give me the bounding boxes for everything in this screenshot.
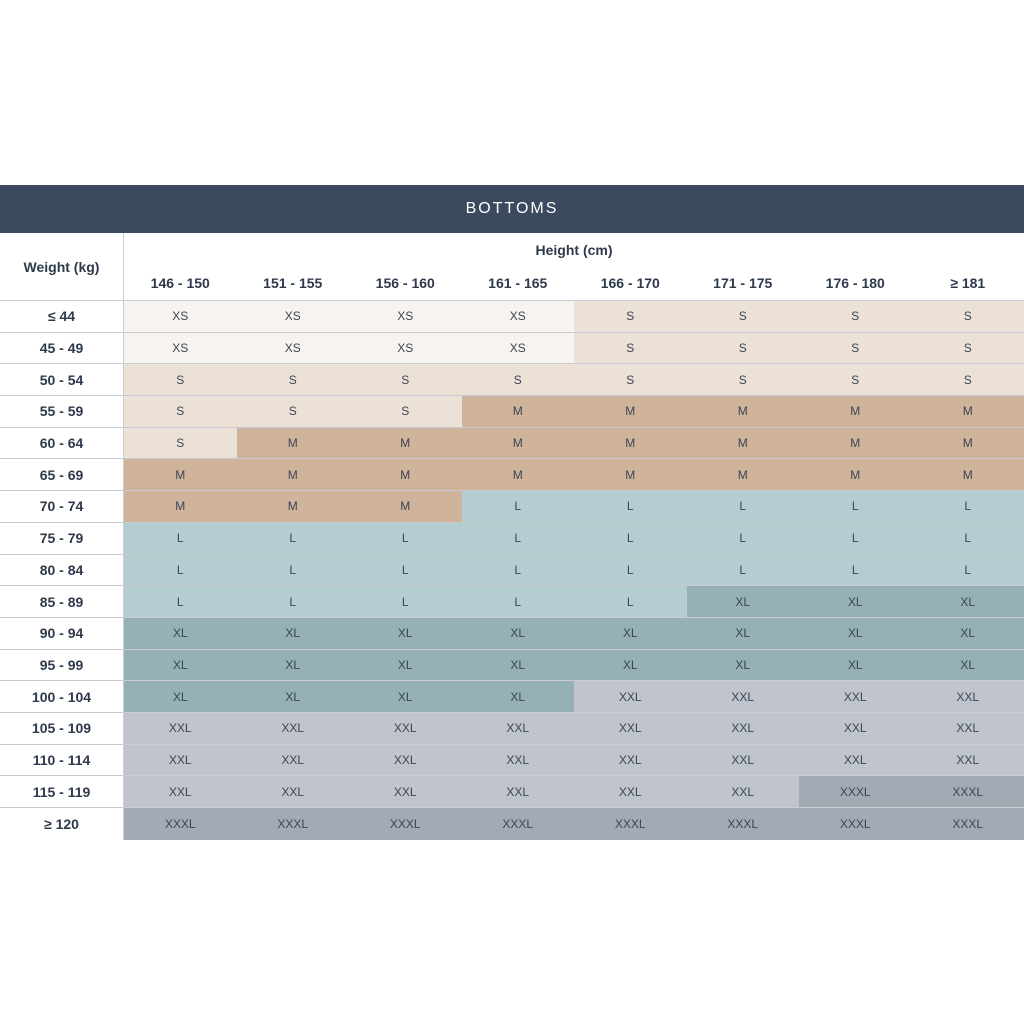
size-cell: XXL <box>574 745 687 776</box>
size-cell: L <box>462 523 575 554</box>
size-cell: XXL <box>687 776 800 807</box>
size-cell: XXL <box>237 745 350 776</box>
size-cell: M <box>237 491 350 522</box>
table-row <box>0 301 1024 333</box>
size-cell: XXL <box>687 681 800 712</box>
size-cell: M <box>124 491 237 522</box>
table-row <box>0 396 1024 428</box>
weight-row-label: 90 - 94 <box>0 618 124 649</box>
table-row <box>0 333 1024 365</box>
size-cell: XXXL <box>462 808 575 840</box>
size-cell: M <box>237 459 350 490</box>
title-banner <box>0 185 1024 233</box>
size-cell: L <box>124 586 237 617</box>
size-cell: XXL <box>349 713 462 744</box>
size-cell: L <box>237 523 350 554</box>
size-cell: XL <box>799 618 912 649</box>
size-cell: M <box>574 396 687 427</box>
size-cell: XXXL <box>912 776 1024 807</box>
size-cell: XXXL <box>349 808 462 840</box>
size-cell: XS <box>124 301 237 332</box>
size-cell: M <box>124 459 237 490</box>
size-cell: M <box>462 396 575 427</box>
size-cell: S <box>799 364 912 395</box>
size-cell: XXL <box>462 776 575 807</box>
weight-row-label: 70 - 74 <box>0 491 124 522</box>
size-cell: XL <box>124 650 237 681</box>
size-cell: L <box>462 491 575 522</box>
size-cell: M <box>574 428 687 459</box>
size-cell: XS <box>462 301 575 332</box>
weight-row-label: 100 - 104 <box>0 681 124 712</box>
size-cell: XL <box>799 650 912 681</box>
size-cell: L <box>574 491 687 522</box>
size-cell: XL <box>462 650 575 681</box>
size-cell: XL <box>799 586 912 617</box>
table-row <box>0 523 1024 555</box>
size-cell: S <box>912 333 1024 364</box>
weight-row-label: ≤ 44 <box>0 301 124 332</box>
size-cell: M <box>687 428 800 459</box>
weight-row-label: 50 - 54 <box>0 364 124 395</box>
size-cell: S <box>912 364 1024 395</box>
size-cell: XL <box>574 618 687 649</box>
weight-row-label: 95 - 99 <box>0 650 124 681</box>
size-cell: M <box>349 428 462 459</box>
size-cell: L <box>799 523 912 554</box>
size-cell: XXL <box>462 713 575 744</box>
weight-row-label: 85 - 89 <box>0 586 124 617</box>
table-row <box>0 491 1024 523</box>
weight-row-label: 115 - 119 <box>0 776 124 807</box>
size-cell: M <box>912 459 1024 490</box>
height-column-header: 171 - 175 <box>713 275 773 291</box>
table-row <box>0 681 1024 713</box>
size-cell: S <box>124 364 237 395</box>
table-row <box>0 586 1024 618</box>
size-cell: XXL <box>574 776 687 807</box>
size-cell: M <box>574 459 687 490</box>
size-cell: L <box>574 586 687 617</box>
size-cell: L <box>799 491 912 522</box>
weight-row-label: 60 - 64 <box>0 428 124 459</box>
size-cell: XXL <box>462 745 575 776</box>
size-cell: S <box>687 333 800 364</box>
size-cell: XXL <box>124 713 237 744</box>
size-cell: XXXL <box>124 808 237 840</box>
height-column-header: 166 - 170 <box>600 275 660 291</box>
size-cell: S <box>462 364 575 395</box>
size-cell: L <box>462 555 575 586</box>
size-cell: XXL <box>687 745 800 776</box>
size-cell: M <box>349 491 462 522</box>
size-cell: XL <box>574 650 687 681</box>
size-grid <box>0 300 1024 840</box>
size-cell: L <box>799 555 912 586</box>
height-column-headers <box>124 266 1024 300</box>
size-cell: XXL <box>574 681 687 712</box>
size-cell: L <box>687 491 800 522</box>
size-cell: XXL <box>574 713 687 744</box>
size-cell: XXL <box>349 776 462 807</box>
size-cell: XXXL <box>799 776 912 807</box>
size-cell: XS <box>237 333 350 364</box>
size-cell: XXXL <box>237 808 350 840</box>
size-cell: M <box>462 428 575 459</box>
table-row <box>0 364 1024 396</box>
size-cell: S <box>912 301 1024 332</box>
size-cell: XS <box>349 333 462 364</box>
size-cell: L <box>124 523 237 554</box>
size-cell: XL <box>687 618 800 649</box>
table-row <box>0 745 1024 777</box>
size-cell: M <box>912 396 1024 427</box>
height-column-header: 156 - 160 <box>375 275 435 291</box>
size-cell: XXL <box>912 745 1024 776</box>
size-cell: M <box>799 396 912 427</box>
weight-row-label: 45 - 49 <box>0 333 124 364</box>
size-cell: L <box>912 555 1024 586</box>
size-cell: M <box>799 459 912 490</box>
table-row <box>0 650 1024 682</box>
size-cell: L <box>687 523 800 554</box>
height-column-header: 176 - 180 <box>825 275 885 291</box>
size-cell: XXL <box>687 713 800 744</box>
table-row <box>0 618 1024 650</box>
height-group-header: Height (cm) <box>535 241 613 258</box>
size-cell: XXXL <box>799 808 912 840</box>
size-cell: XL <box>912 650 1024 681</box>
size-cell: S <box>574 333 687 364</box>
size-cell: XS <box>124 333 237 364</box>
weight-row-label: 75 - 79 <box>0 523 124 554</box>
size-cell: L <box>349 555 462 586</box>
size-cell: XXL <box>237 776 350 807</box>
size-cell: XL <box>349 681 462 712</box>
weight-row-label: 65 - 69 <box>0 459 124 490</box>
height-column-header: 161 - 165 <box>488 275 548 291</box>
table-row <box>0 555 1024 587</box>
table-row <box>0 808 1024 840</box>
table-row <box>0 776 1024 808</box>
size-cell: L <box>574 523 687 554</box>
size-cell: L <box>912 523 1024 554</box>
size-cell: XXL <box>799 681 912 712</box>
size-cell: L <box>237 555 350 586</box>
weight-column-header: Weight (kg) <box>0 233 124 300</box>
size-cell: S <box>237 396 350 427</box>
size-cell: L <box>124 555 237 586</box>
size-cell: XXL <box>912 681 1024 712</box>
size-cell: XL <box>237 650 350 681</box>
height-column-header: 146 - 150 <box>150 275 210 291</box>
size-cell: S <box>349 396 462 427</box>
size-cell: XXL <box>124 776 237 807</box>
size-cell: L <box>349 523 462 554</box>
size-cell: S <box>124 396 237 427</box>
size-cell: XS <box>349 301 462 332</box>
size-cell: XL <box>124 681 237 712</box>
size-cell: L <box>687 555 800 586</box>
size-cell: S <box>237 364 350 395</box>
weight-row-label: 55 - 59 <box>0 396 124 427</box>
size-cell: M <box>237 428 350 459</box>
table-row <box>0 713 1024 745</box>
size-cell: L <box>574 555 687 586</box>
size-cell: S <box>574 364 687 395</box>
weight-row-label: 105 - 109 <box>0 713 124 744</box>
size-cell: XXL <box>124 745 237 776</box>
size-cell: XXXL <box>687 808 800 840</box>
size-cell: XL <box>687 586 800 617</box>
size-cell: S <box>574 301 687 332</box>
table-row <box>0 459 1024 491</box>
size-cell: L <box>462 586 575 617</box>
size-cell: M <box>687 459 800 490</box>
size-cell: XL <box>124 618 237 649</box>
size-cell: M <box>462 459 575 490</box>
size-cell: M <box>799 428 912 459</box>
size-cell: S <box>687 364 800 395</box>
size-cell: S <box>799 301 912 332</box>
size-cell: XXL <box>237 713 350 744</box>
weight-row-label: ≥ 120 <box>0 808 124 840</box>
size-cell: XXXL <box>912 808 1024 840</box>
size-cell: L <box>912 491 1024 522</box>
height-column-header: 151 - 155 <box>263 275 323 291</box>
size-cell: XL <box>462 618 575 649</box>
size-cell: XL <box>912 586 1024 617</box>
size-cell: L <box>237 586 350 617</box>
size-cell: XL <box>237 618 350 649</box>
size-cell: S <box>349 364 462 395</box>
height-column-header: ≥ 181 <box>950 275 986 291</box>
table-title: BOTTOMS <box>465 200 559 217</box>
size-cell: XXL <box>349 745 462 776</box>
size-cell: XS <box>462 333 575 364</box>
size-cell: XXL <box>799 745 912 776</box>
weight-row-label: 80 - 84 <box>0 555 124 586</box>
size-cell: L <box>349 586 462 617</box>
size-cell: S <box>124 428 237 459</box>
size-cell: XL <box>349 618 462 649</box>
size-cell: XL <box>349 650 462 681</box>
weight-row-label: 110 - 114 <box>0 745 124 776</box>
size-cell: XL <box>462 681 575 712</box>
size-cell: XS <box>237 301 350 332</box>
table-row <box>0 428 1024 460</box>
size-cell: XL <box>237 681 350 712</box>
size-cell: M <box>349 459 462 490</box>
size-cell: S <box>687 301 800 332</box>
size-cell: M <box>687 396 800 427</box>
size-cell: XXXL <box>574 808 687 840</box>
size-cell: XXL <box>912 713 1024 744</box>
size-cell: XL <box>912 618 1024 649</box>
size-cell: M <box>912 428 1024 459</box>
size-cell: S <box>799 333 912 364</box>
size-cell: XXL <box>799 713 912 744</box>
size-cell: XL <box>687 650 800 681</box>
